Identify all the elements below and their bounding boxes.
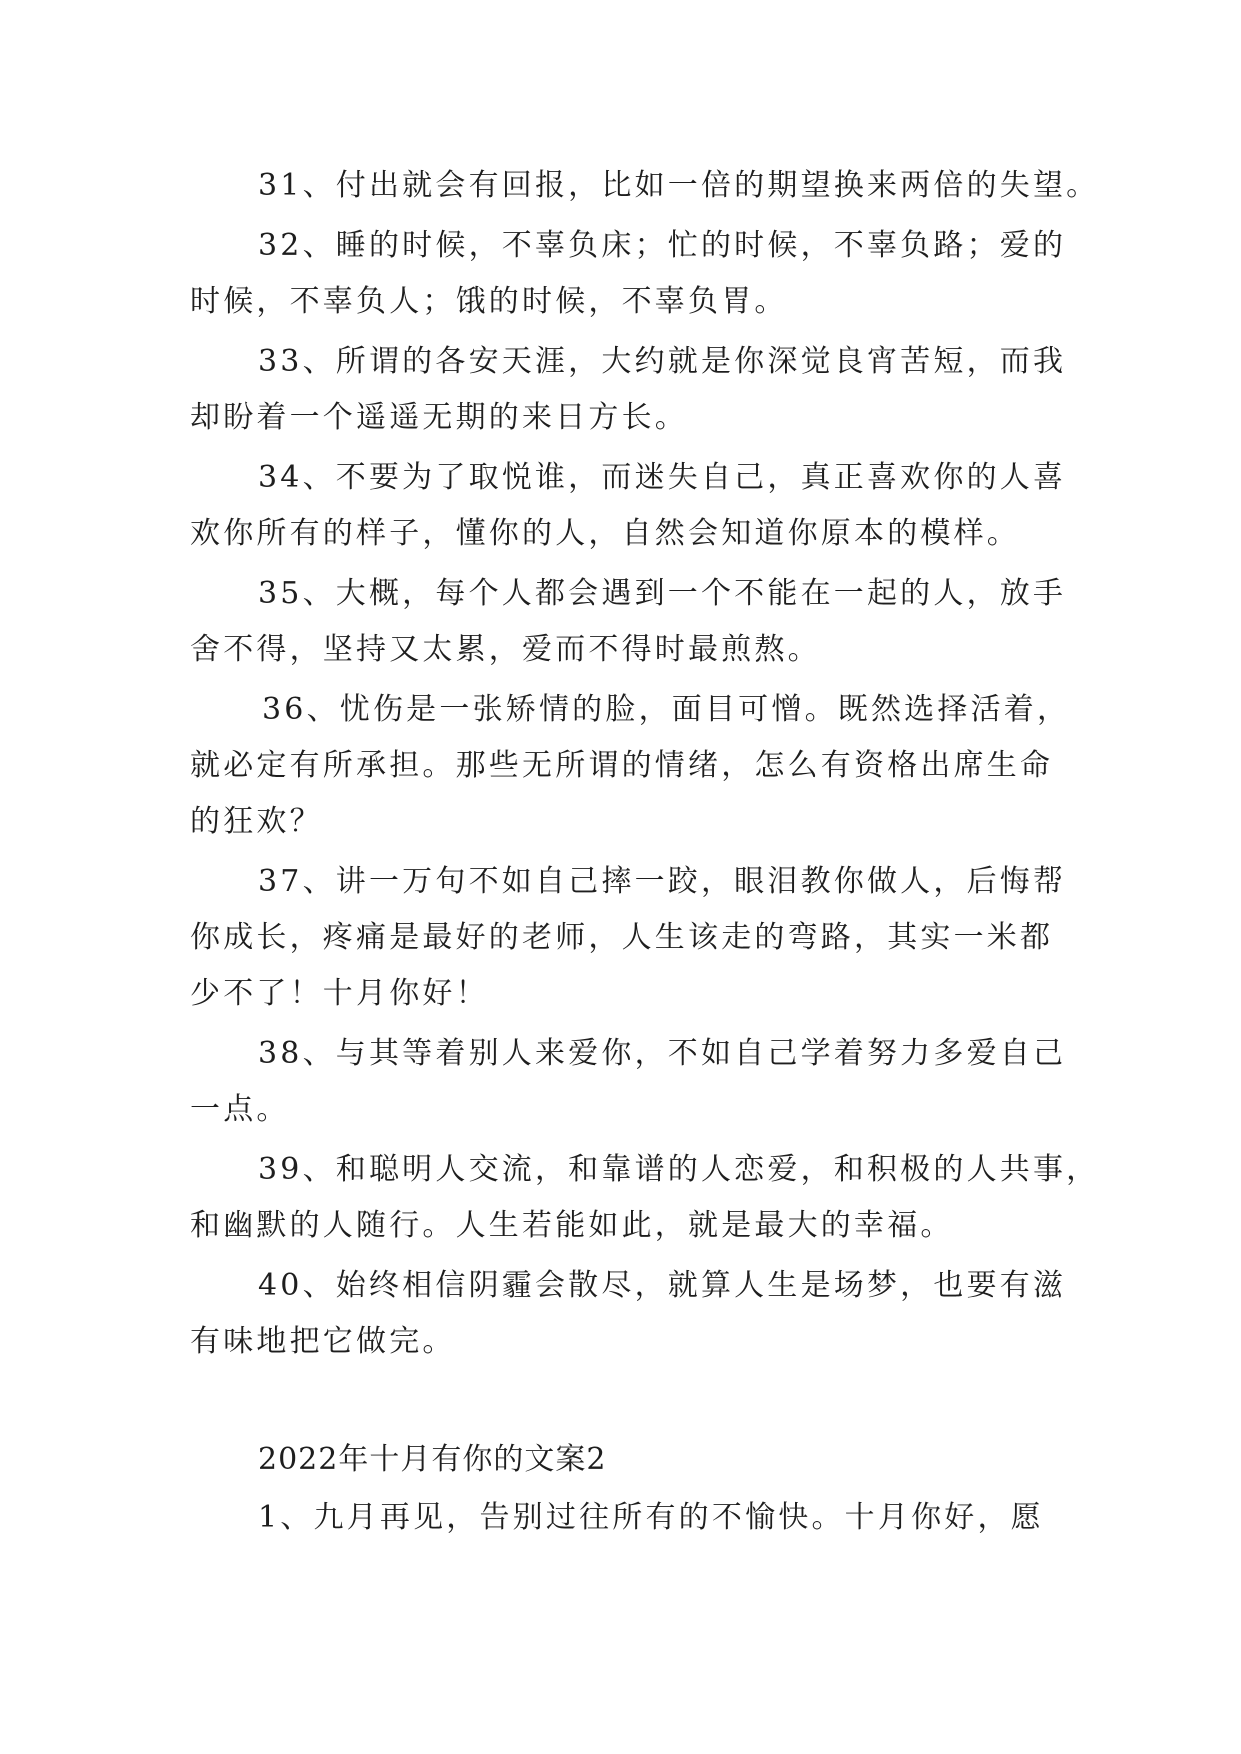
paragraph-36-line-2: 就必定有所承担。那些无所谓的情绪，怎么有资格出席生命	[190, 748, 1054, 783]
paragraph-33-line-1: 33、所谓的各安天涯，大约就是你深觉良宵苦短，而我	[258, 344, 1067, 379]
paragraph-34-line-1: 34、不要为了取悦谁，而迷失自己，真正喜欢你的人喜	[258, 460, 1067, 495]
paragraph-40-line-2: 有味地把它做完。	[190, 1324, 456, 1359]
paragraph-40-line-1: 40、始终相信阴霾会散尽，就算人生是场梦，也要有滋	[258, 1268, 1067, 1303]
paragraph-38-line-1: 38、与其等着别人来爱你，不如自己学着努力多爱自己	[258, 1036, 1067, 1071]
paragraph-1-line-1: 1、九月再见，告别过往所有的不愉快。十月你好，愿	[258, 1500, 1044, 1535]
paragraph-37-line-2: 你成长，疼痛是最好的老师，人生该走的弯路，其实一米都	[190, 920, 1054, 955]
paragraph-39-line-2: 和幽默的人随行。人生若能如此，就是最大的幸福。	[190, 1208, 954, 1243]
paragraph-32-line-2: 时候，不辜负人；饿的时候，不辜负胃。	[190, 284, 788, 319]
paragraph-36-line-3: 的狂欢？	[190, 804, 323, 839]
paragraph-37-line-1: 37、讲一万句不如自己摔一跤，眼泪教你做人，后悔帮	[258, 864, 1067, 899]
paragraph-35-line-2: 舍不得，坚持又太累，爱而不得时最煎熬。	[190, 632, 821, 667]
paragraph-36-line-1: 36、忧伤是一张矫情的脸，面目可憎。既然选择活着，	[262, 692, 1071, 727]
section-heading: 2022年十月有你的文案2	[258, 1442, 607, 1477]
paragraph-38-line-2: 一点。	[190, 1092, 290, 1127]
paragraph-39-line-1: 39、和聪明人交流，和靠谱的人恋爱，和积极的人共事，	[258, 1152, 1100, 1187]
paragraph-33-line-2: 却盼着一个遥遥无期的来日方长。	[190, 400, 688, 435]
paragraph-31-line-1: 31、付出就会有回报，比如一倍的期望换来两倍的失望。	[258, 168, 1100, 203]
paragraph-34-line-2: 欢你所有的样子，懂你的人，自然会知道你原本的模样。	[190, 516, 1020, 551]
paragraph-35-line-1: 35、大概，每个人都会遇到一个不能在一起的人，放手	[258, 576, 1067, 611]
paragraph-37-line-3: 少不了！十月你好！	[190, 976, 489, 1011]
paragraph-32-line-1: 32、睡的时候，不辜负床；忙的时候，不辜负路；爱的	[258, 228, 1067, 263]
